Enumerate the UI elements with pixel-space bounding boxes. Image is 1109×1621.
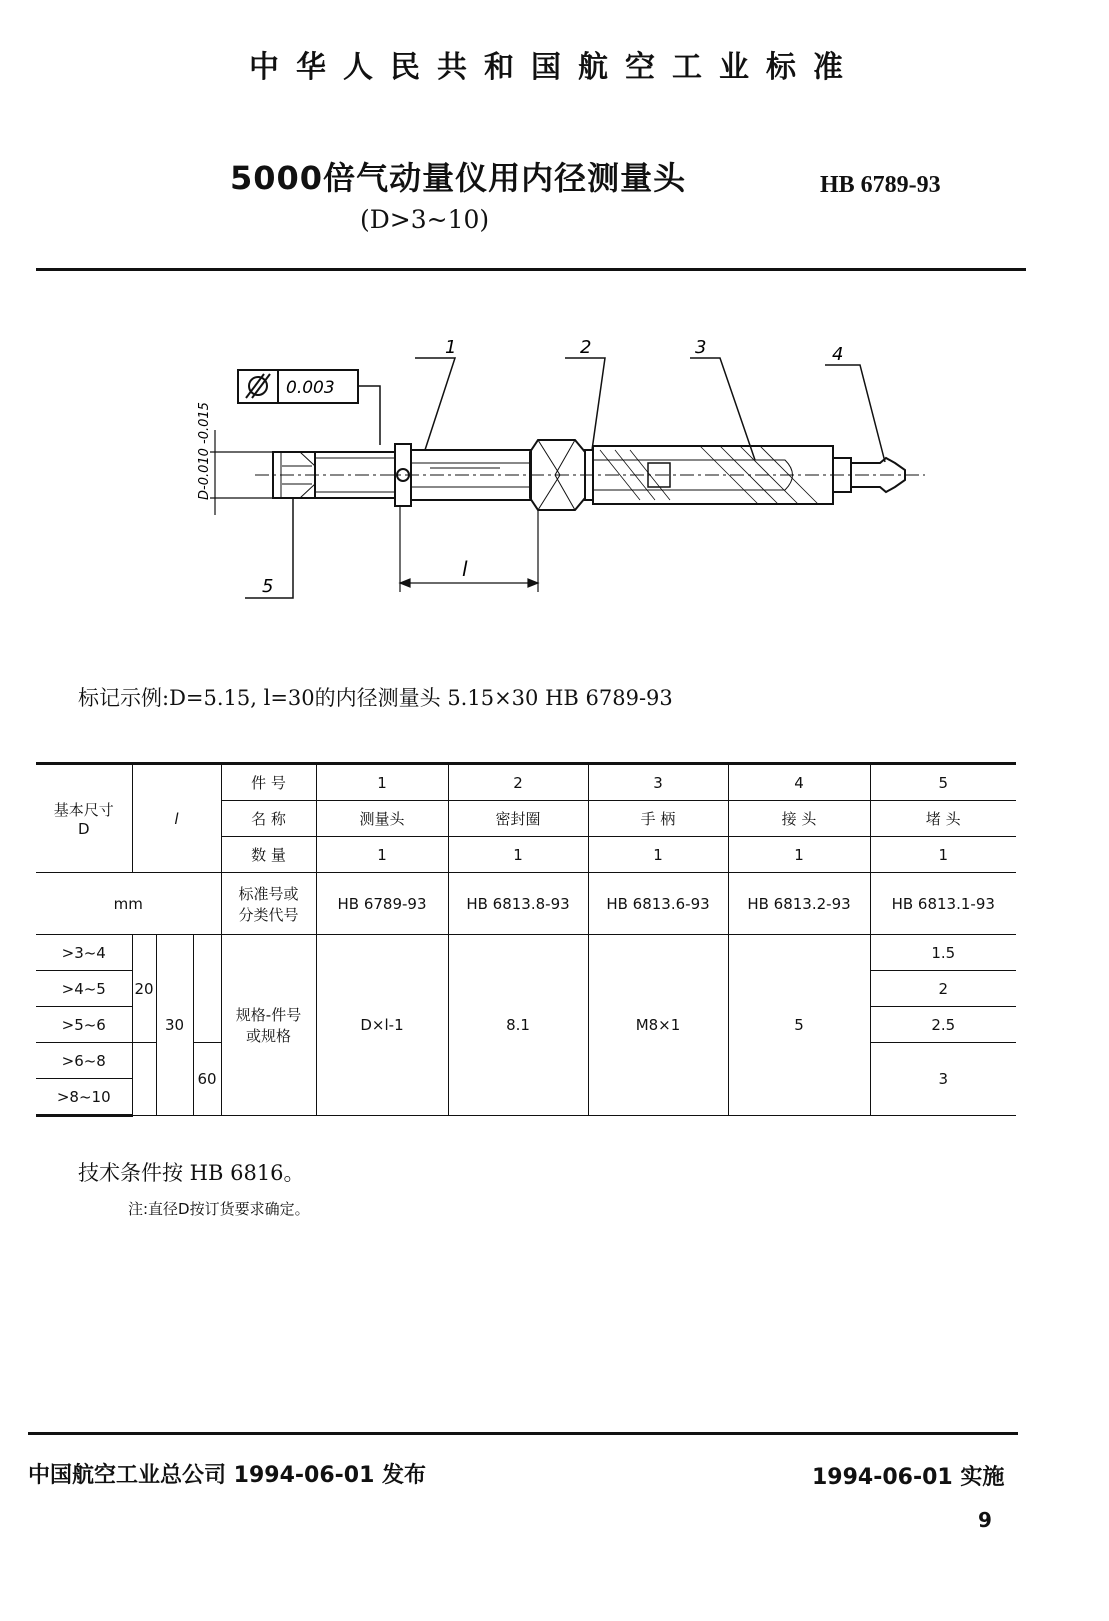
part-name: 接 头 <box>728 801 870 837</box>
l-empty <box>193 935 221 1043</box>
part-qty: 1 <box>870 837 1016 873</box>
part-no: 4 <box>728 764 870 801</box>
range-cell: >8~10 <box>36 1079 132 1116</box>
l-empty <box>132 1043 156 1116</box>
part-qty: 1 <box>448 837 588 873</box>
label-name: 名 称 <box>221 801 316 837</box>
callout-leaders <box>245 358 885 598</box>
label-spec: 规格-件号 或规格 <box>221 935 316 1116</box>
range-cell: >4~5 <box>36 971 132 1007</box>
part5-spec: 1.5 <box>870 935 1016 971</box>
part-standard: HB 6813.1-93 <box>870 873 1016 935</box>
part-name: 密封圈 <box>448 801 588 837</box>
part-no: 2 <box>448 764 588 801</box>
callout-3: 3 <box>695 337 707 358</box>
standard-code: HB 6789-93 <box>820 172 941 198</box>
part-standard: HB 6813.2-93 <box>728 873 870 935</box>
dimension-D <box>210 430 272 515</box>
part5-spec: 2.5 <box>870 1007 1016 1043</box>
issuer: 中国航空工业总公司 1994-06-01 发布 <box>28 1463 427 1488</box>
part-standard: HB 6813.6-93 <box>588 873 728 935</box>
part-name: 测量头 <box>316 801 448 837</box>
table-row <box>36 873 1016 935</box>
header-l: l <box>132 764 221 873</box>
callout-1: 1 <box>445 337 457 358</box>
part-qty: 1 <box>588 837 728 873</box>
header-basic-size: 基本尺寸 D <box>36 764 132 873</box>
part-no: 5 <box>870 764 1016 801</box>
l-value: 20 <box>132 935 156 1043</box>
part-spec: 8.1 <box>448 935 588 1116</box>
dimension-l <box>400 505 538 592</box>
part5-spec: 3 <box>870 1043 1016 1116</box>
label-standard: 标准号或 分类代号 <box>221 873 316 935</box>
range-cell: >5~6 <box>36 1007 132 1043</box>
note: 注:直径D按订货要求确定。 <box>128 1200 310 1218</box>
table-row <box>36 935 1016 971</box>
part-spec: D×l-1 <box>316 935 448 1116</box>
cylindricity-icon <box>246 374 270 398</box>
tolerance-frame <box>238 370 380 445</box>
technical-conditions: 技术条件按 HB 6816。 <box>78 1161 305 1185</box>
table-row <box>36 764 1016 801</box>
callout-5: 5 <box>262 576 274 597</box>
l-value: 30 <box>156 935 193 1116</box>
unit-mm: mm <box>36 873 221 935</box>
label-part-no: 件 号 <box>221 764 316 801</box>
part-spec: M8×1 <box>588 935 728 1116</box>
document-subtitle: (D>3~10) <box>360 205 490 234</box>
marking-example: 标记示例:D=5.15, l=30的内径测量头 5.15×30 HB 6789-93 <box>78 686 673 710</box>
implementation-date: 1994-06-01 实施 <box>812 1465 1005 1490</box>
part-qty: 1 <box>728 837 870 873</box>
callout-2: 2 <box>580 337 592 358</box>
tolerance-value: 0.003 <box>286 378 335 398</box>
range-cell: >3~4 <box>36 935 132 971</box>
title-rule <box>36 268 1026 271</box>
l-value: 60 <box>193 1043 221 1116</box>
part-no: 3 <box>588 764 728 801</box>
callout-4: 4 <box>832 344 844 365</box>
part-name: 堵 头 <box>870 801 1016 837</box>
part-standard: HB 6813.8-93 <box>448 873 588 935</box>
dimension-D-label: D-0.010 -0.015 <box>197 402 212 500</box>
dimension-l-label: l <box>462 557 468 581</box>
part-standard: HB 6789-93 <box>316 873 448 935</box>
part-no: 1 <box>316 764 448 801</box>
part-qty: 1 <box>316 837 448 873</box>
part-name: 手 柄 <box>588 801 728 837</box>
range-cell: >6~8 <box>36 1043 132 1079</box>
part-spec: 5 <box>728 935 870 1116</box>
technical-drawing <box>0 300 1109 620</box>
footer-rule <box>28 1432 1018 1435</box>
part5-spec: 2 <box>870 971 1016 1007</box>
document-title: 5000倍气动量仪用内径测量头 <box>230 159 687 197</box>
spec-table <box>36 762 1016 1117</box>
standard-header: 中华人民共和国航空工业标准 <box>249 50 860 85</box>
page-number: 9 <box>978 1508 992 1532</box>
label-qty: 数 量 <box>221 837 316 873</box>
